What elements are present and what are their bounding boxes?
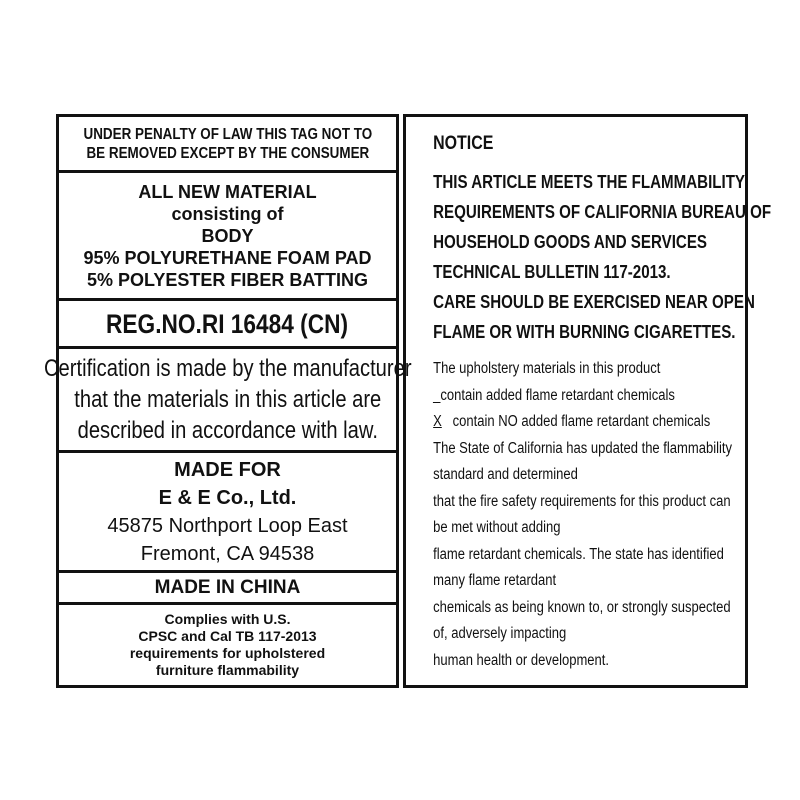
statement-line-1: The State of California has updated the flammability	[433, 439, 733, 457]
statement-line-8: of, adversely impacting	[433, 625, 567, 642]
notice-line-1: THIS ARTICLE MEETS THE FLAMMABILITY	[433, 172, 746, 192]
notice-line-5: CARE SHOULD BE EXERCISED NEAR OPEN	[433, 292, 755, 312]
notice-line-4: TECHNICAL BULLETIN 117-2013.	[433, 262, 671, 282]
certification-section	[43, 349, 412, 453]
origin-label: MADE IN CHINA	[154, 576, 301, 598]
made-for-heading: MADE FOR	[174, 458, 281, 481]
option-no-mark: X	[433, 413, 442, 430]
company-address: 45875 Northport Loop East	[107, 514, 348, 537]
statement-line-6: many flame retardant	[433, 572, 557, 589]
company-name: E & E Co., Ltd.	[158, 486, 297, 509]
reg-number: REG.NO.RI 16484 (CN)	[106, 308, 349, 339]
statement-line-3: that the fire safety requirements for this product can	[433, 492, 731, 510]
warning-line-2: BE REMOVED EXCEPT BY THE CONSUMER	[86, 144, 369, 162]
material-foam: 95% POLYURETHANE FOAM PAD	[83, 247, 372, 268]
certification-line-1: Certification is made by the manufacturer	[43, 355, 412, 382]
certification-line-2: that the materials in this article are	[73, 386, 382, 413]
material-consisting: consisting of	[171, 203, 284, 224]
statement-line-9: human health or development.	[433, 651, 610, 669]
reg-section	[59, 301, 396, 349]
compliance-section	[59, 605, 396, 685]
statement-line-5: flame retardant chemicals. The state has identified	[433, 545, 724, 563]
option-contains: _contain added flame retardant chemicals	[433, 386, 675, 404]
certification-line-3: described in accordance with law.	[77, 417, 378, 444]
notice-line-2: REQUIREMENTS OF CALIFORNIA BUREAU OF	[433, 202, 772, 222]
notice-block	[433, 167, 772, 347]
warning-line-1: UNDER PENALTY OF LAW THIS TAG NOT TO	[83, 125, 372, 143]
notice-heading: NOTICE	[433, 133, 494, 154]
option-no-added	[433, 409, 718, 436]
warning-section	[59, 117, 396, 173]
disclosure-intro: The upholstery materials in this product	[433, 360, 661, 377]
left-panel	[43, 114, 412, 688]
right-panel	[403, 114, 772, 688]
option-no-text: contain NO added flame retardant chemicals	[452, 413, 711, 430]
material-body: BODY	[201, 225, 254, 246]
compliance-line-2: CPSC and Cal TB 117-2013	[138, 628, 317, 644]
origin-section	[59, 573, 396, 605]
law-tag	[43, 114, 772, 688]
notice-line-6: FLAME OR WITH BURNING CIGARETTES.	[433, 322, 736, 342]
statement-line-4: be met without adding	[433, 519, 561, 536]
made-for-section	[59, 453, 396, 573]
material-heading: ALL NEW MATERIAL	[138, 181, 317, 202]
compliance-line-3: requirements for upholstered	[129, 645, 326, 661]
statement-line-2: standard and determined	[433, 466, 578, 483]
compliance-line-4: furniture flammability	[155, 662, 300, 678]
statement-line-7: chemicals as being known to, or strongly suspected	[433, 598, 731, 616]
material-fiber: 5% POLYESTER FIBER BATTING	[86, 269, 369, 290]
material-section	[59, 173, 396, 301]
company-city: Fremont, CA 94538	[140, 542, 315, 565]
disclosure-block	[433, 356, 733, 674]
compliance-line-1: Complies with U.S.	[164, 611, 291, 627]
notice-line-3: HOUSEHOLD GOODS AND SERVICES	[433, 232, 708, 252]
